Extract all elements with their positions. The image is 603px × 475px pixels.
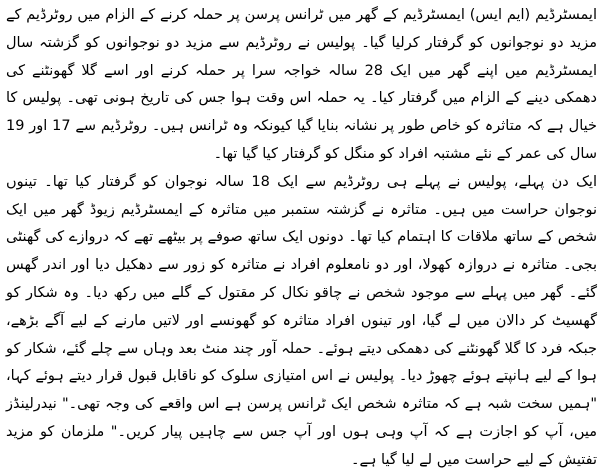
article-paragraph-1: ایمسٹرڈیم (ایم ایس) ایمسٹرڈیم کے گھر میں ٹرانس پرسن پر حملہ کرنے کے الزام میں روٹرڈیم کے مزید دو نوجوانوں کو گرفتار کرلیا گیا۔ پولیس نے روٹرڈیم سے مزید دو نوجوانوں کو گزشتہ سال ایمسٹرڈیم میں اپنے گھر میں ایک 28 سالہ خواجہ سرا پر حملہ کرنے اور اسے گلا گھونٹنے کی دھمکی دینے کے الزام میں گرفتار کیا۔ یہ حملہ اس وقت ہوا جس کی تاریخ ہونی تھی۔ پولیس کا خیال ہے کہ متاثرہ کو خاص طور پر نشانہ بنایا گیا کیونکہ وہ ٹرانس ہیں۔ روٹرڈیم سے 17 اور 19 سال کی عمر کے نئے مشتبہ افراد کو منگل کو گرفتار کیا گیا تھا۔ <box>6 7 597 162</box>
article-paragraph-2: ایک دن پہلے، پولیس نے پہلے ہی روٹرڈیم سے ایک 18 سالہ نوجوان کو گرفتار کیا تھا۔ تینوں نوجوان حراست میں ہیں۔ متاثرہ نے گزشتہ ستمبر میں متاثرہ کے ایمسٹرڈیم زیوڈ گھر میں ایک شخص کے ساتھ ملاقات کا اہتمام کیا تھا۔ دونوں ایک ساتھ صوفے پر بیٹھے تھے کہ دروازے کی گھنٹی بجی۔ متاثرہ نے دروازہ کھولا، اور دو نامعلوم افراد نے متاثرہ کو زور سے دھکیل دیا اور اندر گھس گئے۔ گھر میں پہلے سے موجود شخص نے چاقو نکال کر مقتول کے گلے میں رکھ دیا۔ وہ شکار کو گھسیٹ کر دالان میں لے گیا، اور تینوں افراد متاثرہ کو گھونسے اور لاتیں مارنے کے لیے آگے بڑھے، جبکہ فرد کا گلا گھونٹنے کی دھمکی دیتے ہوئے۔ حملہ آور چند منٹ بعد وہاں سے چلے گئے، شکار کو ہوا کے لیے ہانپتے ہوئے چھوڑ دیا۔ پولیس نے اس امتیازی سلوک کو ناقابل قبول قرار دیتے ہوئے کہا، "ہمیں سخت شبہ ہے کہ متاثرہ شخص ایک ٹرانس پرسن ہے اس واقعے کی وجہ تھی۔" نیدرلینڈز میں، آپ کو اجازت ہے کہ آپ وہی ہوں اور آپ جس سے چاہیں پیار کریں۔" ملزمان کو مزید تفتیش کے لیے حراست میں لے لیا گیا ہے۔ <box>6 173 597 468</box>
